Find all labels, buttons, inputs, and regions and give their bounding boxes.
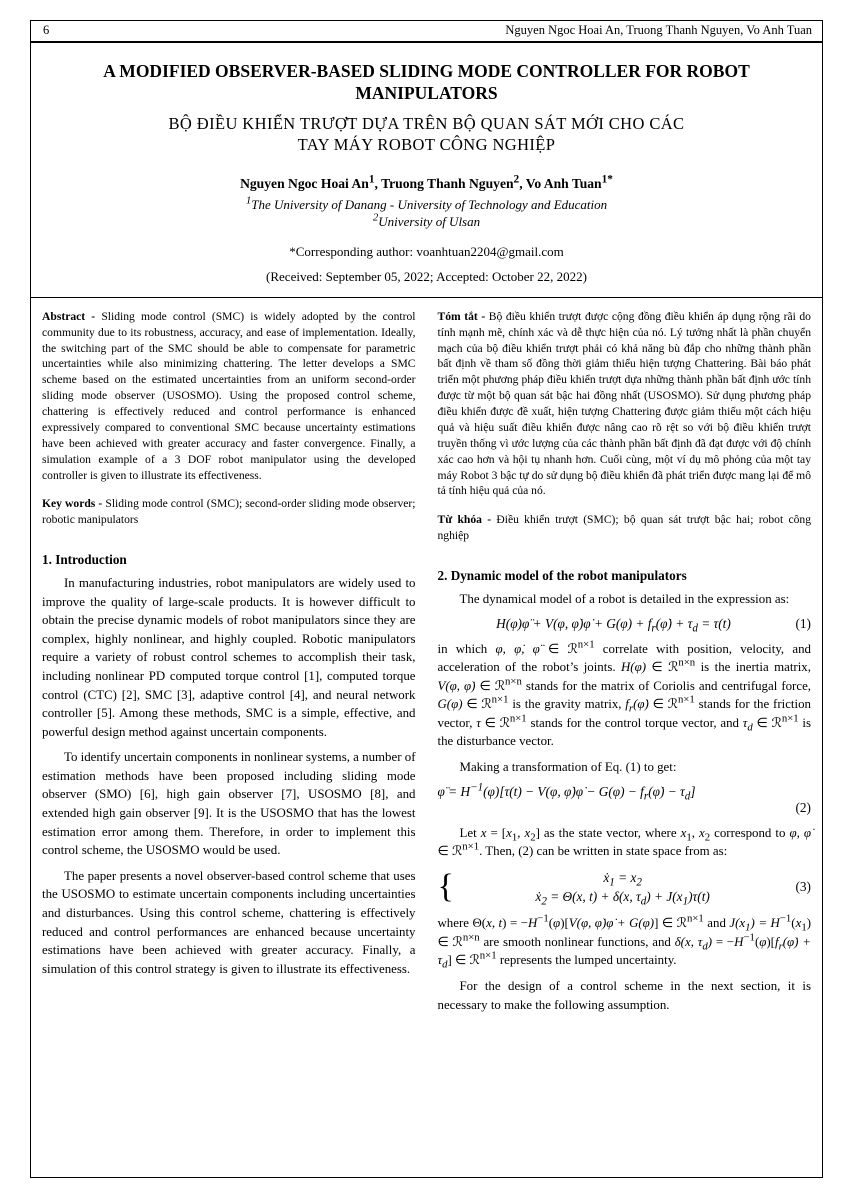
right-column — [438, 309, 812, 1021]
abstract-label: Abstract - — [42, 309, 96, 323]
received-accepted-dates: (Received: September 05, 2022; Accepted: October 22, 2022) — [266, 268, 587, 284]
dynamics-paragraph-1: The dynamical model of a robot is detailed in the expression as: — [459, 592, 790, 606]
two-column-body — [31, 298, 822, 1021]
tukhoa-text: Điều khiển trượt (SMC); bộ quan sát trượt bậc hai; robot công nghiệp — [437, 513, 811, 543]
affiliation-1: $^1$The University of Danang - University of Technology and Education — [245, 194, 608, 212]
paper-title-english: A MODIFIED OBSERVER-BASED SLIDING MODE CONTROLLER FOR ROBOT MANIPULATORS — [103, 61, 750, 104]
corresponding-author: *Corresponding author: voanhtuan2204@gmail.com — [289, 243, 564, 259]
keywords-paragraph — [42, 496, 416, 528]
equation-1-number: (1) — [795, 615, 811, 631]
tukhoa-paragraph — [438, 512, 812, 544]
left-column — [42, 309, 416, 1021]
section-2-heading: 2. Dynamic model of the robot manipulators — [437, 568, 687, 583]
running-header — [31, 21, 822, 43]
equation-3-line-2: ẋ$_2$ = Θ(x, t) + δ(x, $\tau_d) + J(x_1)\tau(t)$ — [535, 889, 710, 908]
intro-paragraph-2: To identify uncertain components in nonlinear systems, a number of estimation methods have been proposed including sliding mode observer (SMO) [6], high gain observer [7], USOSMO [8], and extended high gain observer [9]. It is the USOSMO that has the lowest estimation error among them. Therefore, in order to implement this control scheme, the USOSMO would be used. — [42, 750, 416, 858]
equation-3-number: (3) — [795, 879, 811, 895]
page-border-frame — [30, 20, 823, 1178]
equation-1-body: H(φ)φ̈ + V(φ, φ̇)φ̇ + $G(\varphi) + f_r(\varphi̇) + \tau_d = \tau(t)$ — [496, 615, 731, 635]
equation-2-body: φ̈ = $H^{-1}(\varphi)[\tau(t) - V(\varphi$, φ̇)φ̇ − $G(\varphi) - f_r(\varphi̇) - \tau_d$] — [437, 781, 696, 803]
tomtat-text: Bộ điều khiển trượt được cộng đồng điều khiển áp dụng rộng rãi do tính mạnh mẽ, chính xác và dễ thực hiện của nó. Lý tưởng nhất là phần chuyển mạch của bộ điều khiển trượt phải có khả năng bù đắp cho những thành phần bất định về tham số đồng thời giảm thiểu hiện tượng Chattering. Bài báo phát triển một phương pháp điều khiển trượt dựa những thành phần bất định ước tính được từ một bộ quan sát bậc hai đồng nhất (USOSMO). Sử dụng phương pháp điều khiển được đề xuất, hiện tượng Chattering được giảm thiểu một cách hiệu quả và hiệu suất điều khiển được nâng cao rõ rệt so với bộ điều khiển trượt truyền thống vì ước lượng của các thành phần bất định đã đạt được với độ chính xác cao hơn và hội tụ nhanh hơn. Cuối cùng, một ví dụ mô phỏng của một tay máy Robot 3 bậc tự do sử dụng bộ điều khiển đã phát triển được mang lại để mô tả tính hiệu quả của nó. — [437, 309, 811, 498]
affiliations — [42, 196, 811, 231]
abstract-paragraph — [42, 309, 416, 484]
dynamics-paragraph-4: Let $x = [x_1$, $x_2$] as the state vector, where $x_1$, $x_2$ correspond to φ, φ̇ ∈ ℛ$^{n\times 1}$. Then, (2) can be written in state space from as: — [437, 825, 812, 859]
intro-paragraph-1: In manufacturing industries, robot manipulators are widely used to improve the quality of large-scale products. It is however difficult to obtain the precise dynamic models of robot manipulators since they are complex, highly nonlinear, and highly coupled. Robotic manipulators require a variety of robust control schemes to accomplish their task, including nonlinear PD computed torque control [1], computed torque control (CTC) [2], SMC [3], adaptive control [4], and neural network controller [5]. Among these methods, SMC is a simple, effective, and powerful design method against uncertain components. — [42, 576, 416, 739]
abstract-text: Sliding mode control (SMC) is widely adopted by the control community due to its robustness, accuracy, and ease of implementation. Ideally, the switching part of the SMC should be able to compensate for parametric uncertainties while also minimizing chattering. The letter develops a SMC scheme based on the estimated uncertainties from an uniform second-order sliding mode observer (USOSMO). Using the proposed control scheme, chattering is effectively reduced and control performance is enhanced expressively compared to conventional SMC because uncertainty estimations have been achieved with greater accuracy and faster convergence. Finally, a simulation example of a 3 DOF robot manipulator using the developed controller is given to illustrate its effectiveness. — [42, 309, 416, 482]
running-authors: Nguyen Ngoc Hoai An, Truong Thanh Nguyen, Vo Anh Tuan — [505, 23, 812, 37]
dynamics-paragraph-2: in which φ, φ̇, φ̈ ∈ ℛ$^{n\times 1}$ correlate with position, velocity, and acceleration of the robot’s joints. H(φ) ∈ ℛ$^{n\times n}$ is the inertia matrix, V(φ, φ̇) ∈ ℛ$^{n\times n}$ stands for the matrix of Coriolis and centrifugal force, G(φ) ∈ ℛ$^{n\times 1}$ is the gravity matrix, $f_r(\varphi̇)$ ∈ ℛ$^{n\times 1}$ stands for the friction vector, τ ∈ ℛ$^{n\times 1}$ stands for the control torque vector, and $\tau_d$ ∈ ℛ$^{n\times 1}$ is the disturbance vector. — [437, 638, 812, 749]
authors-line: Nguyen Ngoc Hoai An$^1$, Truong Thanh Nguyen$^2$, Vo Anh Tuan$^{1*}$ — [240, 173, 613, 191]
equation-3-body — [456, 868, 790, 907]
affiliation-2: $^2$University of Ulsan — [372, 211, 481, 230]
dynamics-paragraph-3: Making a transformation of Eq. (1) to get: — [459, 760, 677, 775]
tomtat-label: Tóm tắt - — [437, 309, 486, 323]
equation-2 — [437, 781, 812, 816]
keywords-text: Sliding mode control (SMC); second-order sliding mode observer; robotic manipulators — [42, 497, 416, 527]
system-brace: { — [437, 868, 454, 906]
equation-2-number: (2) — [795, 799, 811, 815]
keywords-label: Key words - — [42, 497, 103, 511]
tukhoa-label: Từ khóa - — [437, 513, 492, 527]
dynamics-paragraph-5: where Θ(x, $t) = -H^{-1}(\varphi)[V(\varphi$, φ̇)φ̇ + G(φ)] ∈ ℛ$^{n\times 1}$ and $J(x_1) = H^{-1}(x_1)$ ∈ ℛ$^{n\times n}$ are smooth nonlinear functions, and δ(x, $\tau_d$) = $-H^{-1}(\varphi)[f_r(\varphi̇) + \tau_d]$ ∈ ℛ$^{n\times 1}$ represents the lumped uncertainty. — [437, 913, 811, 972]
equation-1 — [438, 615, 812, 635]
paper-title-vietnamese: BỘ ĐIỀU KHIỂN TRƯỢT DỰA TRÊN BỘ QUAN SÁT MỚI CHO CÁC TAY MÁY ROBOT CÔNG NGHIỆP — [168, 113, 685, 155]
section-1-heading: 1. Introduction — [42, 552, 127, 568]
equation-3-line-1: ẋ$_1$ = $x_2$ — [603, 869, 642, 889]
dynamics-paragraph-6: For the design of a control scheme in the next section, it is necessary to make the following assumption. — [437, 979, 811, 1012]
intro-paragraph-3: The paper presents a novel observer-based control scheme that uses the USOSMO to estimate uncertain components including uncertainties and disturbances. Using this control scheme, chattering is effectively reduced and control performances are enhanced because uncertainty estimations have been achieved with greater accuracy. Finally, a simulation of this control strategy is given to illustrate its effectiveness. — [42, 868, 416, 976]
front-matter — [31, 60, 822, 285]
tomtat-paragraph — [438, 309, 812, 500]
equation-3 — [438, 868, 812, 907]
page-number: 6 — [43, 23, 50, 37]
